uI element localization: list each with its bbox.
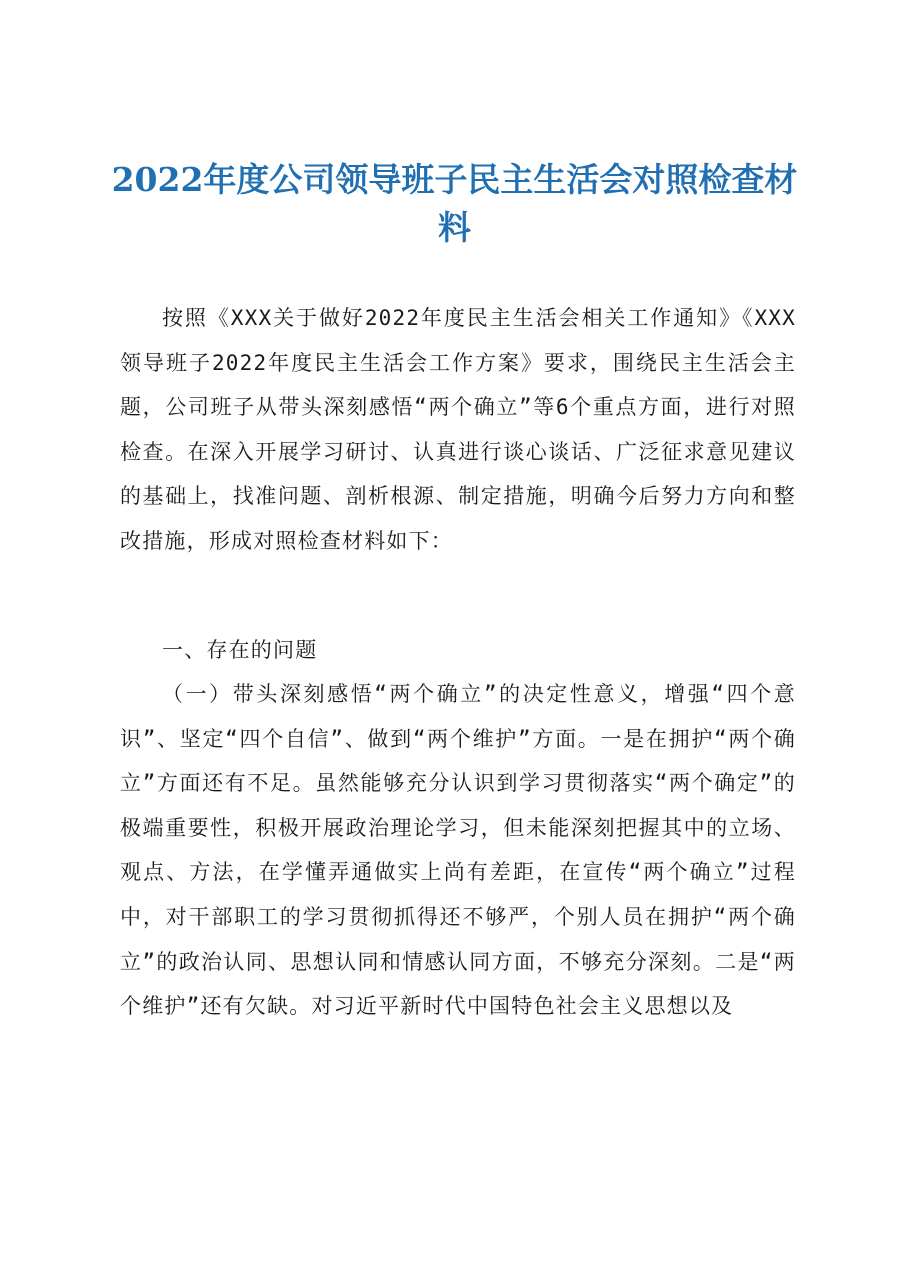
body-paragraph-item-one <box>120 672 796 1029</box>
document-title: 2022年度公司领导班子民主生活会对照检查材料 <box>111 160 798 247</box>
section-heading-text: 一、存在的问题 <box>162 638 318 662</box>
body-paragraph-intro <box>120 296 796 564</box>
paragraph-text: 按照《XXX关于做好2022年度民主生活会相关工作通知》《XXX领导班子2022年度民主生活会工作方案》要求，围绕民主生活会主题，公司班子从带头深刻感悟“两个确立”等6个重点方面，进行对照检查。在深入开展学习研讨、认真进行谈心谈话、广泛征求意见建议的基础上，找准问题、剖析根源、制定措施，明确今后努力方向和整改措施，形成对照检查材料如下： <box>120 306 796 553</box>
paragraph-text: （一）带头深刻感悟“两个确立”的决定性意义，增强“四个意识”、坚定“四个自信”、做到“两个维护”方面。一是在拥护“两个确立”方面还有不足。虽然能够充分认识到学习贯彻落实“两个确定”的极端重要性，积极开展政治理论学习，但未能深刻把握其中的立场、观点、方法，在学懂弄通做实上尚有差距，在宣传“两个确立”过程中，对干部职工的学习贯彻抓得还不够严，个别人员在拥护“两个确立”的政治认同、思想认同和情感认同方面，不够充分深刻。二是“两个维护”还有欠缺。对习近平新时代中国特色社会主义思想以及 <box>120 682 796 1019</box>
section-heading-problems <box>120 628 796 673</box>
